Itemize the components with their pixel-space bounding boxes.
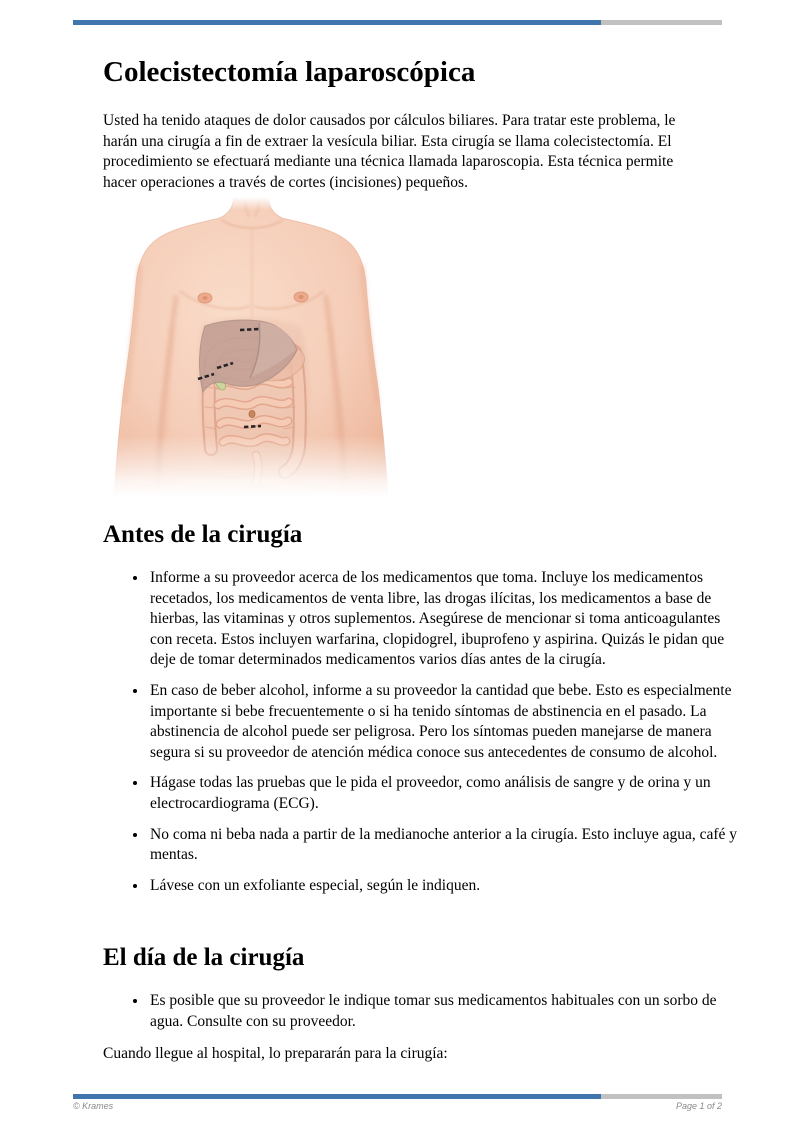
footer bbox=[73, 1101, 722, 1111]
top-accent-rule bbox=[73, 20, 722, 25]
rule-blue-segment bbox=[73, 1094, 601, 1099]
list-item: • No coma ni beba nada a partir de la medianoche anterior a la cirugía. Esto incluye agua, café y mentas. bbox=[148, 825, 742, 866]
section-heading-day-of-surgery: El día de la cirugía bbox=[103, 944, 305, 971]
closing-paragraph: Cuando llegue al hospital, lo prepararán para la cirugía: bbox=[103, 1045, 448, 1062]
rule-blue-segment bbox=[73, 20, 601, 25]
navel-dot bbox=[249, 411, 255, 418]
incision-mark-navel bbox=[244, 426, 261, 427]
intro-paragraph: Usted ha tenido ataques de dolor causados por cálculos biliares. Para tratar este problema, le harán una cirugía a fin de extraer la vesícula biliar. Esta cirugía se llama colecistectomía. El procedimiento se efectuará mediante una técnica llamada laparoscopia. Esta técnica permite hacer operaciones a través de cortes (incisiones) pequeños. bbox=[103, 112, 676, 191]
page-number-text: Page 1 of 2 bbox=[675, 1101, 722, 1111]
footer-accent-rule bbox=[73, 1094, 722, 1099]
list-item: • Es posible que su proveedor le indique tomar sus medicamentos habituales con un sorbo de agua. Consulte con su proveedor. bbox=[148, 991, 742, 1032]
rule-gray-segment bbox=[601, 20, 722, 25]
day-of-surgery-list bbox=[103, 991, 742, 1042]
list-item: • Informe a su proveedor acerca de los medicamentos que toma. Incluye los medicamentos recetados, los medicamentos de venta libre, las drogas ilícitas, los medicamentos a base de hierbas, las vitaminas y otros suplementos. Asegúrese de mencionar si toma anticoagulantes con receta. Estos incluyen warfarina, clopidogrel, ibuprofeno y aspirina. Quizás le pidan que deje de tomar determinados medicamentos varios días antes de la cirugía. bbox=[148, 568, 742, 671]
torso-incisions-illustration bbox=[110, 197, 440, 497]
torso-illustration-svg bbox=[110, 197, 440, 497]
list-item: • Lávese con un exfoliante especial, según le indiquen. bbox=[148, 876, 742, 897]
page-title: Colecistectomía laparoscópica bbox=[103, 56, 476, 88]
list-item: • En caso de beber alcohol, informe a su proveedor la cantidad que bebe. Esto es especialmente importante si bebe frecuentemente o si ha tenido síntomas de abstinencia en el pasado. La abstinencia de alcohol puede ser peligrosa. Pero los síntomas pueden manejarse de manera segura si su proveedor de atención médica conoce sus antecedentes de consumo de alcohol. bbox=[148, 681, 742, 763]
before-surgery-list bbox=[103, 568, 742, 906]
section-heading-before-surgery: Antes de la cirugía bbox=[103, 521, 303, 548]
copyright-text: © Krames bbox=[73, 1101, 114, 1111]
incision-mark-upper bbox=[240, 329, 259, 330]
list-item: • Hágase todas las pruebas que le pida el proveedor, como análisis de sangre y de orina y un electrocardiograma (ECG). bbox=[148, 773, 742, 814]
nipple-left bbox=[198, 293, 212, 303]
nipple-right bbox=[294, 292, 308, 302]
rule-gray-segment bbox=[601, 1094, 722, 1099]
